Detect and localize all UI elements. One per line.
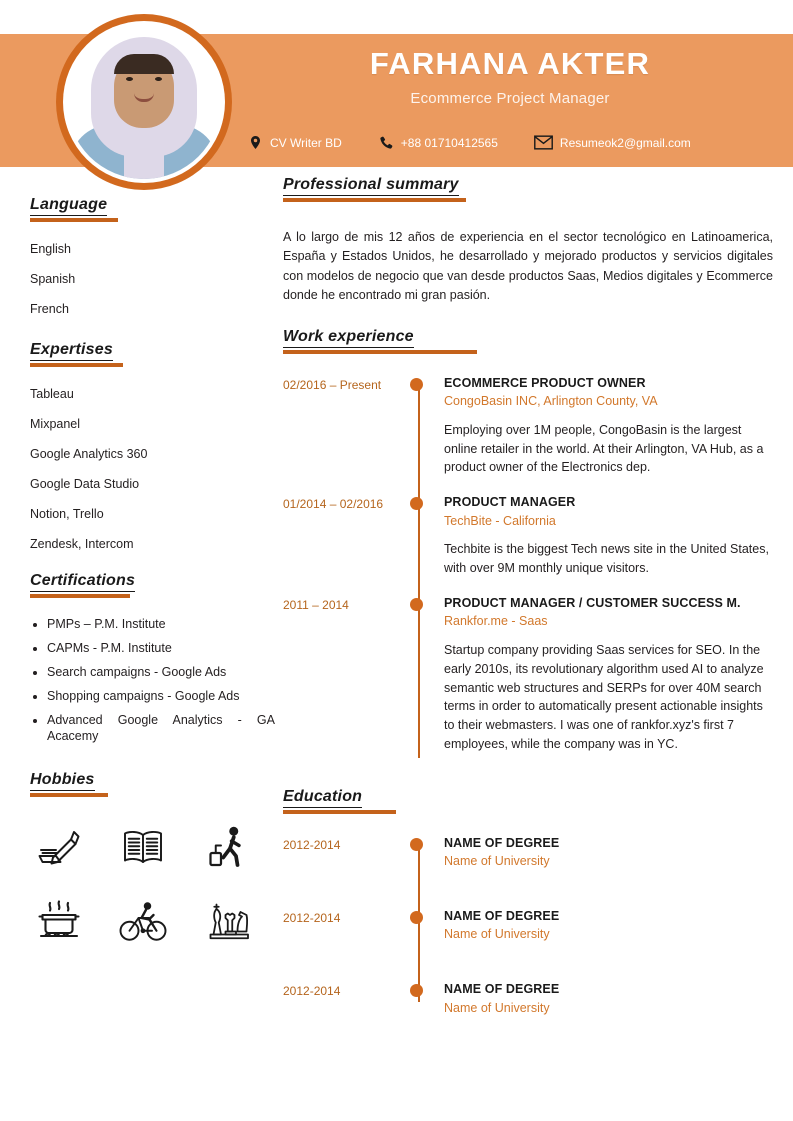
cooking-pot-icon	[30, 895, 88, 947]
education-timeline	[283, 836, 773, 1021]
education-entry	[283, 909, 773, 943]
timeline-dot-icon	[410, 497, 423, 510]
education-degree: NAME OF DEGREE	[444, 835, 560, 850]
list-item: Tableau	[30, 387, 74, 401]
education-school: Name of University	[444, 927, 550, 942]
work-entry-description: Techbite is the biggest Tech news site in the United States, with over 9M monthly unique visitors.	[444, 542, 769, 575]
timeline-dot-column	[411, 836, 433, 870]
work-entry-date: 01/2014 – 02/2016	[283, 497, 384, 511]
traveler-walking-icon	[198, 821, 256, 873]
location-pin-icon	[248, 134, 263, 151]
writing-hand-icon	[30, 821, 88, 873]
timeline-dot-icon	[410, 984, 423, 997]
heading-underline-bar	[283, 350, 477, 354]
list-item: French	[30, 302, 69, 316]
timeline-dot-column	[411, 495, 433, 578]
heading-underline-bar	[30, 363, 123, 367]
summary-paragraph: A lo largo de mis 12 años de experiencia en el sector tecnológico en Latinoamerica, España y Estados Unidos, he desarrollado y mejorado productos y servicios digitales con modelos de negocio que van desde productos Saas, Medios digitales y Ecommerce donde he encontrado mi gran pasión.	[283, 230, 773, 303]
section-heading-work	[283, 328, 773, 354]
work-entry-org: TechBite - California	[444, 513, 556, 528]
bicycle-icon	[114, 895, 172, 947]
list-item: • PMPs – P.M. Institute	[47, 616, 275, 633]
section-heading-expertises	[30, 341, 275, 367]
main-column	[283, 176, 773, 1020]
heading-underline-bar	[283, 198, 466, 202]
work-timeline	[283, 376, 773, 758]
list-item: • Shopping campaigns - Google Ads	[47, 688, 275, 705]
education-entry-date: 2012-2014	[283, 984, 341, 998]
education-school: Name of University	[444, 854, 550, 869]
section-title-hobbies: Hobbies	[30, 771, 95, 791]
education-school: Name of University	[444, 1000, 550, 1015]
sidebar-column	[30, 196, 275, 947]
contact-phone[interactable]	[378, 135, 498, 151]
work-entry-date: 02/2016 – Present	[283, 377, 382, 392]
list-item: Mixpanel	[30, 417, 81, 431]
education-section	[283, 788, 773, 1021]
work-entry-date: 2011 – 2014	[283, 597, 349, 612]
work-entry-role: PRODUCT MANAGER / CUSTOMER SUCCESS M.	[444, 595, 741, 610]
timeline-dot-icon	[410, 598, 423, 611]
section-heading-summary	[283, 176, 773, 202]
section-title-expertises: Expertises	[30, 341, 113, 361]
section-title-language: Language	[30, 196, 107, 216]
education-entry-content	[433, 982, 773, 1016]
education-degree: NAME OF DEGREE	[444, 982, 560, 996]
phone-icon	[378, 135, 394, 151]
candidate-job-title: Ecommerce Project Manager	[410, 89, 610, 107]
work-entry	[283, 376, 773, 478]
contact-email-label: Resumeok2@gmail.com	[559, 135, 691, 150]
education-degree: NAME OF DEGREE	[444, 908, 560, 923]
work-experience-section	[283, 328, 773, 758]
open-book-icon	[114, 821, 172, 873]
expertises-list	[30, 387, 275, 552]
list-item: • CAPMs - P.M. Institute	[47, 640, 275, 657]
section-heading-language	[30, 196, 275, 222]
work-entry	[283, 495, 773, 578]
header-text-block	[240, 48, 780, 107]
timeline-dot-column	[411, 376, 433, 478]
education-entry	[283, 836, 773, 870]
work-entry-role: PRODUCT MANAGER	[444, 495, 576, 509]
contact-location-label: CV Writer BD	[270, 135, 342, 150]
work-entry-description: Startup company providing Saas services for SEO. In the early 2010s, its revolutionary algorithm used AI to analyze semantic web structures and SERPs for over 40M search terms in order to automatically present actionable insights to their webmasters. I was one of rankfor.xyz's first 7 employees, while the company was in YC.	[444, 643, 764, 751]
list-item: Google Analytics 360	[30, 447, 148, 461]
work-entry	[283, 596, 773, 754]
timeline-dot-column	[411, 982, 433, 1016]
section-heading-certifications	[30, 572, 275, 598]
list-item: • Search campaigns - Google Ads	[47, 664, 275, 681]
timeline-dot-icon	[410, 378, 423, 391]
list-item: Zendesk, Intercom	[30, 537, 134, 551]
avatar	[56, 14, 232, 190]
hobbies-grid	[30, 821, 275, 947]
contact-phone-label: +88 01710412565	[400, 135, 498, 150]
list-item: Google Data Studio	[30, 477, 140, 491]
envelope-icon	[534, 135, 553, 150]
heading-underline-bar	[283, 810, 396, 814]
heading-underline-bar	[30, 793, 108, 797]
section-title-education: Education	[283, 788, 362, 808]
heading-underline-bar	[30, 594, 130, 598]
work-entry-description: Employing over 1M people, CongoBasin is the largest online retailer in the world. At their Arlington, VA Hub, as a product owner of the Electronics dep.	[444, 422, 764, 475]
work-entry-content	[433, 376, 773, 478]
avatar-ring-inner	[63, 21, 225, 183]
education-entry-content	[433, 909, 773, 943]
list-item: English	[30, 242, 71, 256]
education-entry-date: 2012-2014	[283, 837, 341, 852]
section-heading-education	[283, 788, 773, 814]
section-title-work: Work experience	[283, 328, 414, 348]
chess-pieces-icon	[198, 895, 256, 947]
list-item: • Advanced Google Analytics - GA Acacemy	[47, 712, 275, 746]
work-entry-content	[433, 596, 773, 754]
language-list	[30, 242, 275, 317]
timeline-dot-column	[411, 909, 433, 943]
work-entry-org: CongoBasin INC, Arlington County, VA	[444, 394, 658, 409]
portrait-hair	[114, 54, 174, 74]
heading-underline-bar	[30, 218, 118, 222]
certifications-list	[30, 616, 275, 745]
work-entry-role: ECOMMERCE PRODUCT OWNER	[444, 375, 646, 390]
section-title-summary: Professional summary	[283, 176, 459, 196]
education-entry	[283, 982, 773, 1016]
list-item: Notion, Trello	[30, 507, 104, 521]
list-item: Spanish	[30, 272, 76, 286]
section-heading-hobbies	[30, 771, 275, 797]
contact-location[interactable]	[248, 134, 342, 151]
contact-row	[240, 134, 788, 151]
contact-email[interactable]	[534, 135, 691, 150]
timeline-dot-icon	[410, 838, 423, 851]
portrait-photo	[67, 25, 221, 179]
section-title-certifications: Certifications	[30, 572, 135, 592]
work-entry-content	[433, 495, 773, 578]
timeline-dot-icon	[410, 911, 423, 924]
work-entry-org: Rankfor.me - Saas	[444, 614, 548, 629]
education-entry-content	[433, 836, 773, 870]
education-entry-date: 2012-2014	[283, 910, 341, 925]
candidate-name: FARHANA AKTER	[369, 46, 651, 81]
timeline-dot-column	[411, 596, 433, 754]
